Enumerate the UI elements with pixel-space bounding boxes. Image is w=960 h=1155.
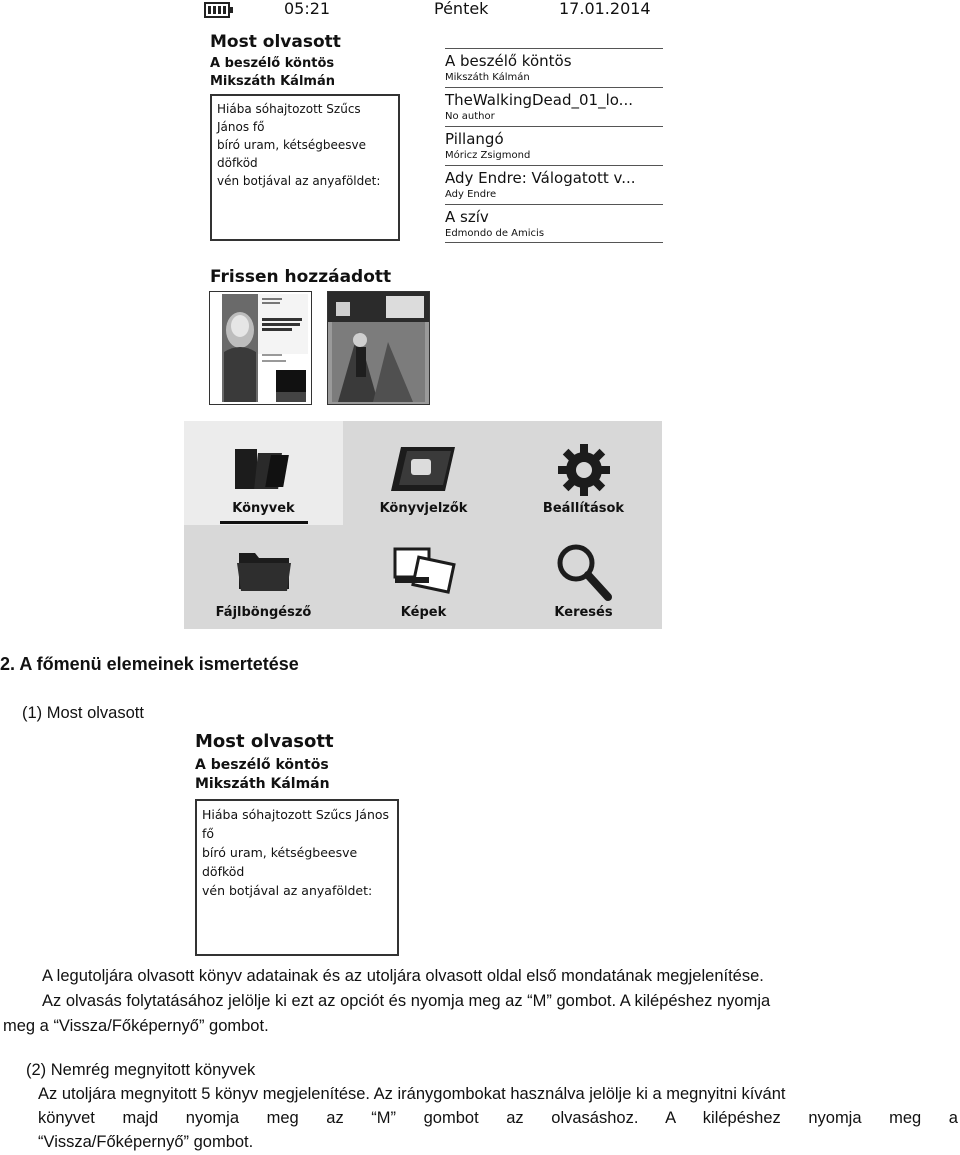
excerpt-line: Hiába sóhajtozott Szűcs János fő <box>217 102 361 134</box>
folder-icon <box>235 547 293 593</box>
menu-tile-settings[interactable] <box>504 421 663 525</box>
excerpt-line: bíró uram, kétségbeesve döfköd <box>217 138 366 170</box>
menu-label: Fájlböngésző <box>215 605 312 620</box>
gear-icon <box>557 443 611 497</box>
selection-underline <box>220 521 308 524</box>
status-day: Péntek <box>434 0 489 18</box>
list-item-title: Pillangó <box>445 130 504 148</box>
list-item-author: Ady Endre <box>445 189 497 200</box>
last-read-heading: Most olvasott <box>210 32 341 52</box>
search-icon <box>554 541 614 601</box>
list-item-author: No author <box>445 111 495 122</box>
pictures-icon <box>391 547 457 597</box>
status-bar <box>204 0 664 22</box>
menu-label: Keresés <box>554 605 613 620</box>
menu-tile-search[interactable] <box>504 525 663 629</box>
last-read-panel[interactable] <box>210 32 400 241</box>
status-date: 17.01.2014 <box>559 0 651 18</box>
bookmarks-icon <box>389 443 459 495</box>
list-item[interactable] <box>445 165 663 204</box>
zoomed-excerpt-box <box>195 799 399 956</box>
excerpt-line: vén botjával az anyaföldet: <box>202 883 373 898</box>
menu-tile-pictures[interactable] <box>344 525 503 629</box>
paragraph-2-line-3: “Vissza/Főképernyő” gombot. <box>38 1133 254 1151</box>
book-cover-1[interactable] <box>209 291 312 405</box>
menu-tile-bookmarks[interactable] <box>344 421 503 525</box>
zoomed-author: Mikszáth Kálmán <box>195 776 330 792</box>
paragraph-1-line-3: meg a “Vissza/Főképernyő” gombot. <box>3 1017 269 1035</box>
excerpt-line: vén botjával az anyaföldet: <box>217 174 381 188</box>
excerpt-line: Hiába sóhajtozott Szűcs János fő <box>202 807 390 841</box>
recently-added-heading: Frissen hozzáadott <box>210 267 392 287</box>
last-read-panel-zoomed <box>195 731 400 956</box>
paragraph-1-line-2: Az olvasás folytatásához jelölje ki ezt az opciót és nyomja meg az “M” gombot. A kilépéshez nyomja <box>42 992 771 1010</box>
status-time: 05:21 <box>284 0 331 18</box>
excerpt-line: bíró uram, kétségbeesve döfköd <box>202 845 358 879</box>
menu-tile-file-browser[interactable] <box>184 525 343 629</box>
main-menu-grid <box>184 421 662 629</box>
list-item-title: TheWalkingDead_01_lo... <box>445 91 633 109</box>
list-item[interactable] <box>445 204 663 243</box>
last-read-author: Mikszáth Kálmán <box>210 74 335 89</box>
list-item-author: Edmondo de Amicis <box>445 228 545 239</box>
paragraph-2-line-1: Az utoljára megnyitott 5 könyv megjelenítése. Az iránygombokat használva jelölje ki a megnyitni kívánt <box>38 1085 786 1103</box>
last-read-excerpt-box <box>210 94 400 241</box>
list-item-title: Ady Endre: Válogatott v... <box>445 169 636 187</box>
menu-label: Könyvek <box>232 501 295 516</box>
list-item[interactable] <box>445 48 663 87</box>
list-item-author: Móricz Zsigmond <box>445 150 531 161</box>
zoomed-heading: Most olvasott <box>195 731 334 752</box>
menu-label: Beállítások <box>542 501 625 516</box>
subsection-heading-1: (1) Most olvasott <box>22 704 144 722</box>
subsection-heading-2: (2) Nemrég megnyitott könyvek <box>26 1061 256 1079</box>
books-icon <box>233 443 295 495</box>
battery-icon <box>204 2 230 18</box>
list-item-title: A beszélő köntös <box>445 52 572 70</box>
section-heading: 2. A főmenü elemeinek ismertetése <box>0 654 299 674</box>
recent-books-list <box>445 48 663 243</box>
list-item[interactable] <box>445 87 663 126</box>
paragraph-2-line-2: könyvet majd nyomja meg az “M” gombot az olvasáshoz. A kilépéshez nyomja meg a <box>38 1109 958 1127</box>
list-item-title: A szív <box>445 208 489 226</box>
list-item-author: Mikszáth Kálmán <box>445 72 530 83</box>
menu-label: Könyvjelzők <box>379 501 468 516</box>
book-cover-2[interactable] <box>327 291 430 405</box>
menu-label: Képek <box>400 605 447 620</box>
menu-tile-books[interactable] <box>184 421 343 525</box>
list-item[interactable] <box>445 126 663 165</box>
last-read-book-title: A beszélő köntös <box>210 56 335 71</box>
paragraph-1-line-1: A legutoljára olvasott könyv adatainak és az utoljára olvasott oldal első mondatának megjelenítése. <box>42 967 764 985</box>
zoomed-book-title: A beszélő köntös <box>195 757 329 773</box>
